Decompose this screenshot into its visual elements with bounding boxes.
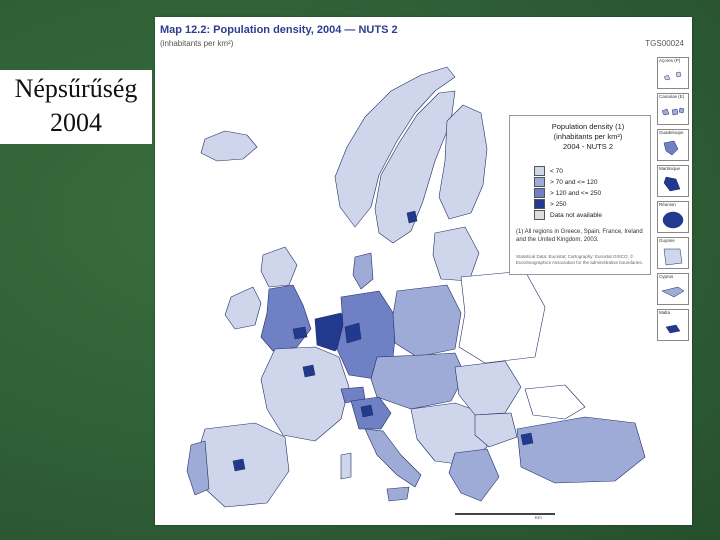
- map-subtitle: (inhabitants per km²): [160, 39, 234, 48]
- legend-title-line1: Population density (1): [551, 122, 625, 131]
- region-stockholm: [407, 211, 417, 223]
- legend-swatch: [534, 177, 545, 187]
- legend-swatch: [534, 210, 545, 220]
- inset-label: Cyprus: [659, 274, 674, 279]
- region-poland: [393, 285, 461, 357]
- slide-title: [0, 70, 152, 144]
- region-east-no-data: [459, 271, 545, 363]
- region-istanbul: [521, 433, 533, 445]
- inset-map: [657, 201, 689, 233]
- region-sicily: [387, 487, 409, 501]
- map-header: [159, 21, 688, 61]
- legend-items: [534, 166, 602, 221]
- legend-item: [534, 188, 602, 198]
- inset-map: [657, 129, 689, 161]
- inset-map: [657, 57, 689, 89]
- legend-label: Data not available: [550, 211, 603, 219]
- legend-swatch: [534, 188, 545, 198]
- inset-map: [657, 273, 689, 305]
- inset-label: Martinique: [659, 166, 681, 171]
- legend-note: (1) All regions in Greece, Spain, France, Ireland and the United Kingdom, 2003.: [516, 229, 643, 243]
- map-code: TGS00024: [645, 39, 684, 48]
- map-title: Map 12.2: Population density, 2004 — NUTS 2: [160, 24, 398, 36]
- legend-title-line2: (inhabitants per km²): [553, 132, 623, 141]
- slide-title-line1: Népsűrűség: [14, 74, 138, 103]
- legend-label: > 250: [550, 200, 567, 208]
- inset-map: [657, 93, 689, 125]
- legend-label: < 70: [550, 167, 563, 175]
- inset-label: Réunion: [659, 202, 676, 207]
- legend-item: [534, 166, 602, 176]
- scale-bar: [455, 511, 575, 521]
- inset-label: Açores (P): [659, 58, 681, 63]
- legend-swatch: [534, 199, 545, 209]
- inset-maps: [657, 57, 689, 345]
- legend-title: [530, 122, 646, 152]
- legend-label: > 70 and <= 120: [550, 178, 598, 186]
- inset-map: [657, 309, 689, 341]
- inset-label: Guadeloupe: [659, 130, 684, 135]
- map-figure: [155, 17, 692, 525]
- inset-label: Malta: [659, 310, 671, 315]
- legend-item: [534, 199, 602, 209]
- scale-bar-label: Km: [535, 515, 542, 520]
- region-madrid: [233, 459, 245, 471]
- slide-title-line2: 2004: [50, 108, 102, 137]
- legend-source: Statistical Data: Eurostat; Cartography: Eurostat GISCO; © EuroGeographics Association for the administrative boundaries.: [516, 254, 643, 265]
- legend-item: [534, 177, 602, 187]
- legend-title-line3: 2004 - NUTS 2: [562, 142, 614, 151]
- inset-label: Canarias (E): [659, 94, 685, 99]
- legend-item: [534, 210, 602, 220]
- map-legend: [509, 115, 651, 275]
- inset-map: [657, 165, 689, 197]
- region-paris: [303, 365, 315, 377]
- region-sardinia: [341, 453, 351, 479]
- legend-label: > 120 and <= 250: [550, 189, 602, 197]
- legend-swatch: [534, 166, 545, 176]
- region-milan: [361, 405, 373, 417]
- region-london: [293, 327, 307, 339]
- inset-label: Guyane: [659, 238, 675, 243]
- inset-map: [657, 237, 689, 269]
